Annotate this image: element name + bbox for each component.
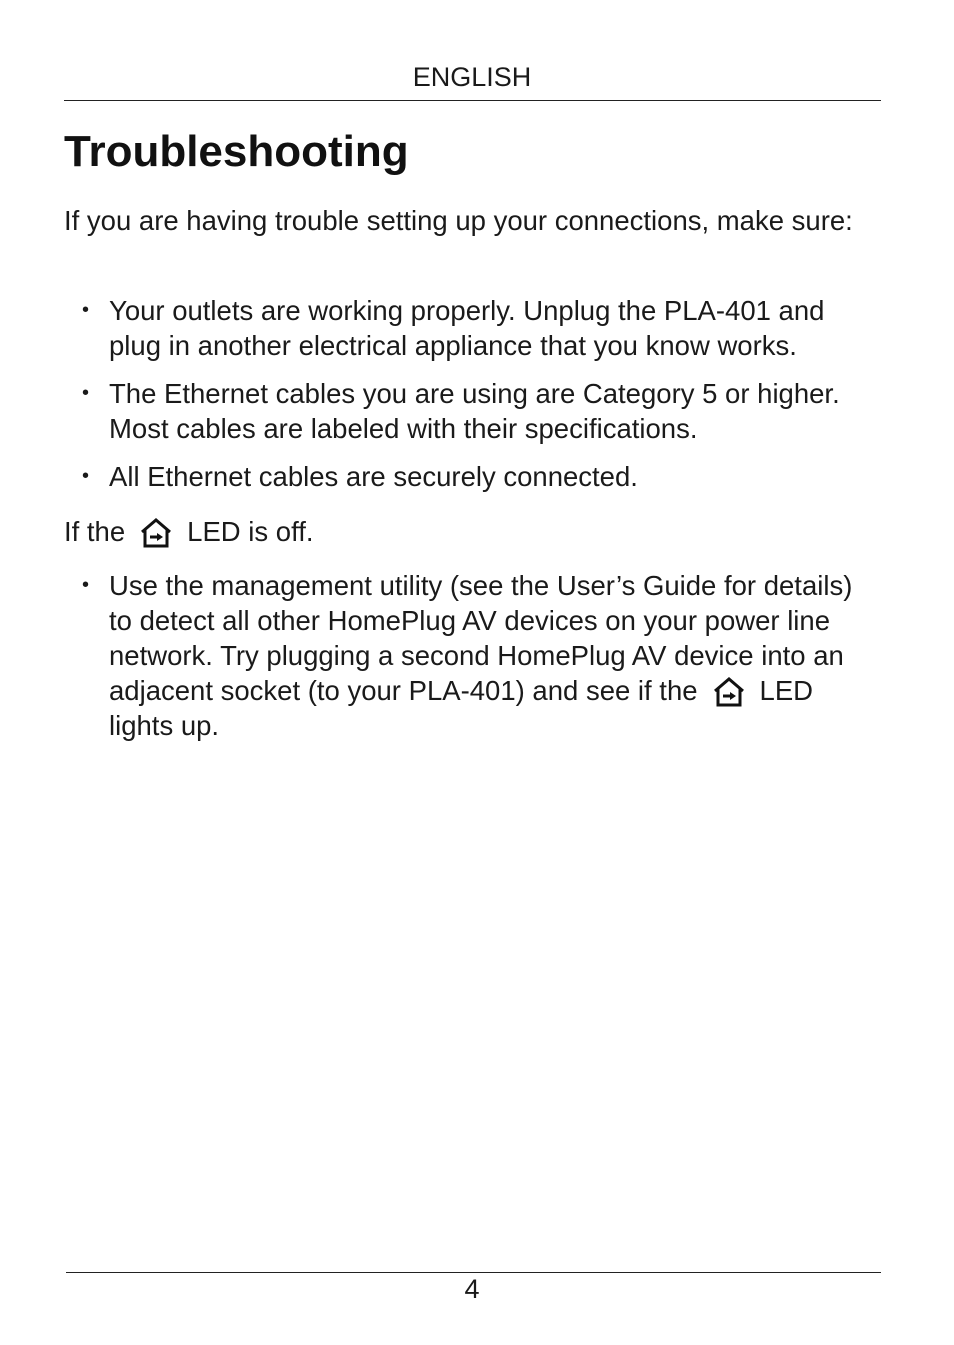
list-item-text: Your outlets are working properly. Unplug the PLA-401 and plug in another electrical appliance that you know works. (109, 295, 825, 361)
intro-paragraph: If you are having trouble setting up your connections, make sure: (64, 205, 853, 236)
led-condition-prefix: If the (64, 516, 126, 547)
list-item-text: All Ethernet cables are securely connected. (109, 461, 638, 492)
homeplug-led-icon (712, 677, 746, 707)
list-item (64, 293, 879, 363)
bullet-icon: • (82, 574, 90, 596)
list-item (64, 376, 879, 446)
list-item-text: The Ethernet cables you are using are Category 5 or higher. Most cables are labeled with their specifications. (109, 378, 840, 444)
bullet-icon: • (82, 299, 90, 321)
list-item-text: Use the management utility (see the User’s Guide for details) to detect all other HomePlug AV devices on your power line network. Try plugging a second HomePlug AV device into an adjacent socket (to your PLA-401) and see if the (109, 570, 853, 706)
led-steps (64, 568, 879, 756)
checklist (64, 293, 879, 507)
list-item (64, 459, 879, 494)
bullet-icon: • (82, 382, 90, 404)
led-condition (64, 514, 314, 549)
led-condition-suffix: LED is off. (187, 516, 314, 547)
list-item-text-end: LED lights up. (109, 675, 814, 741)
list-item (64, 568, 879, 743)
language-header: ENGLISH (412, 62, 532, 92)
homeplug-led-icon (139, 518, 173, 548)
page-number: 4 (464, 1274, 480, 1304)
bullet-icon: • (82, 465, 90, 487)
header-divider (64, 100, 881, 101)
page-title: Troubleshooting (64, 127, 409, 176)
